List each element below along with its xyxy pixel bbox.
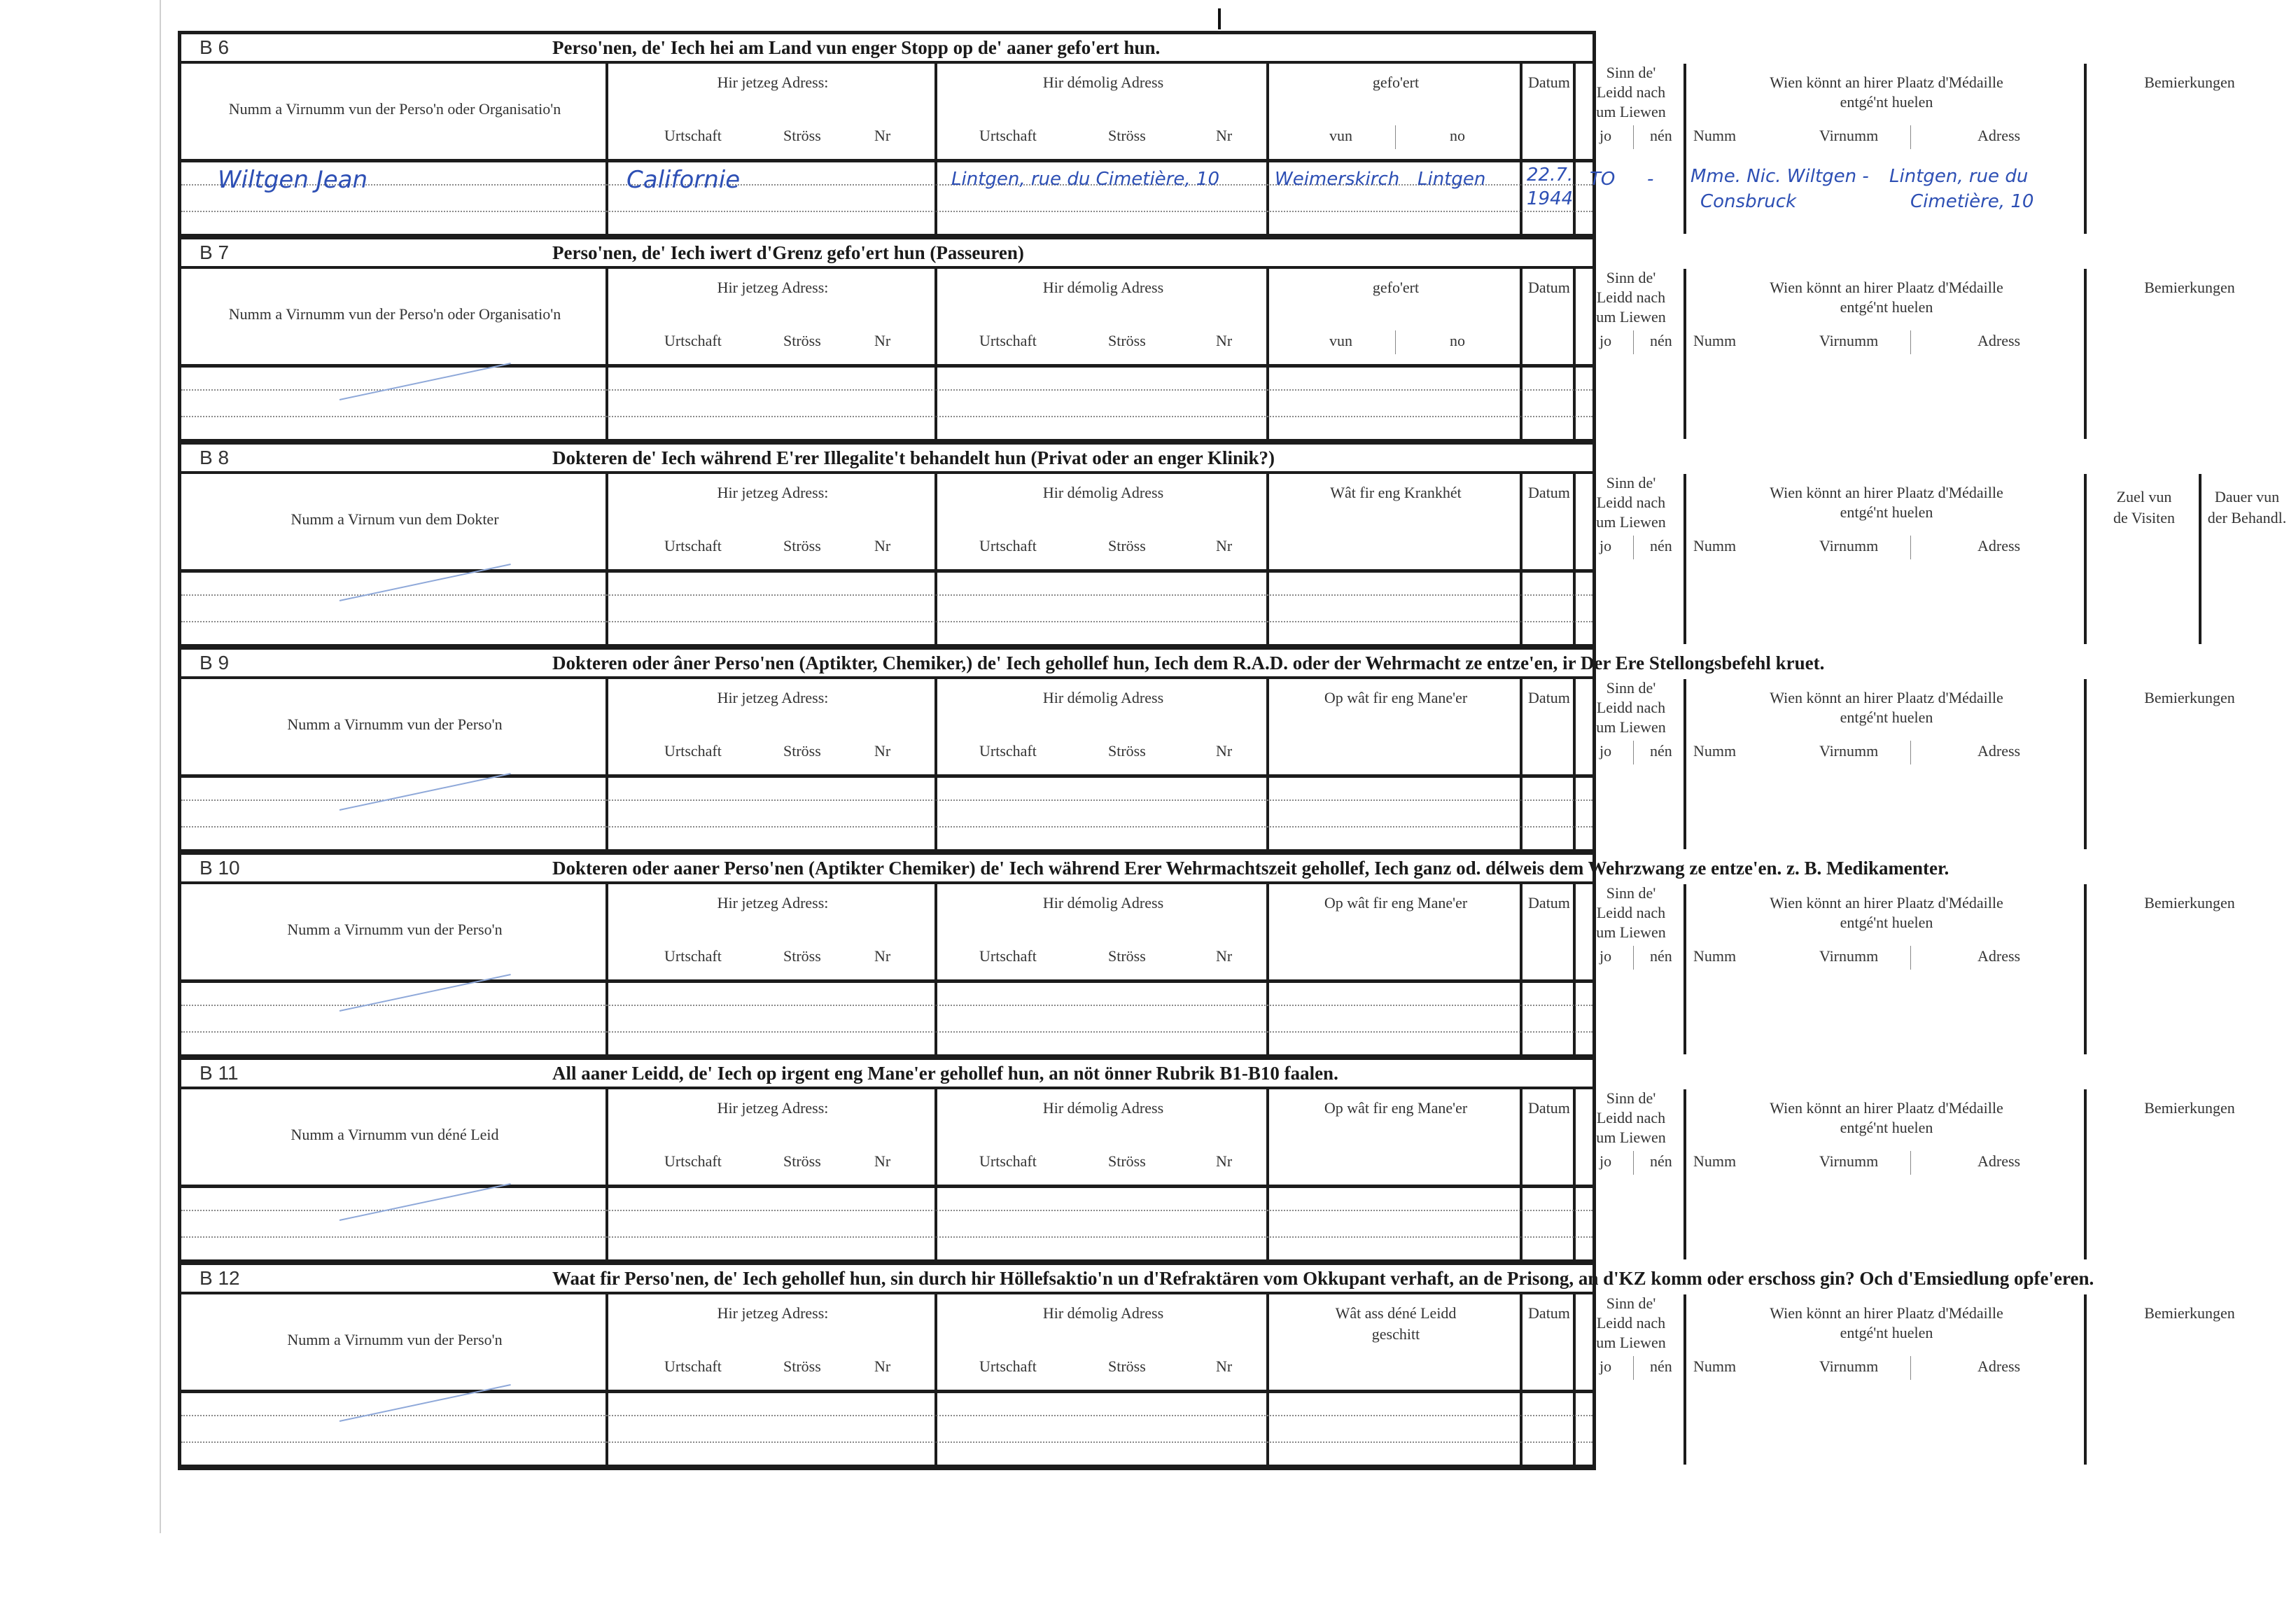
date-header: Datum [1528,1099,1570,1117]
sub-divider [1633,946,1634,970]
sub-no: no [1450,332,1465,349]
sub-urtschaft: Urtschaft [664,1152,722,1170]
sub-jo: jo [1600,537,1612,554]
scan-edge [160,0,161,1533]
section-b12 [181,1265,2235,1470]
sub-adress: Adress [1977,127,2021,144]
handwritten-recipient-address-2: Cimetière, 10 [1910,191,2034,212]
alive-header: Sinn de' [1606,679,1656,697]
sub-divider [1910,125,1911,149]
column-1 [181,269,608,439]
sub-urtschaft: Urtschaft [664,332,722,349]
writing-line [181,1236,1592,1238]
current-address-header: Hir jetzeg Adress: [717,484,829,501]
recipient-header: Wien könnt an hirer Plaatz d'Médaille [1770,484,2003,501]
sub-divider [1633,1356,1634,1380]
column-name-header: Numm a Virnumm vun déné Leid [290,1126,499,1143]
sub-adress: Adress [1977,332,2021,349]
recipient-header: entgé'nt huelen [1840,914,1933,931]
section-header [181,1060,1592,1089]
duration-header: Dauer vun [2214,488,2280,505]
handwritten-former-address: Lintgen, rue du Cimetière, 10 [951,169,1219,190]
visits-header: Zuel vun [2116,488,2172,505]
sub-divider [1633,536,1634,559]
sub-divider [1910,741,1911,764]
column-name-header: Numm a Virnumm vun der Perso'n [287,921,503,938]
alive-header: Sinn de' [1606,269,1656,286]
sub-numm: Numm [1693,332,1737,349]
section-title: Perso'nen, de' Iech hei am Land vun enger Stopp op de' aaner gefo'ert hun. [552,37,1161,58]
former-address-header: Hir démolig Adress [1042,1304,1164,1322]
alive-header: um Liewen [1596,103,1666,120]
recipient-header: entgé'nt huelen [1840,503,1933,521]
column-name-header: Numm a Virnum vun dem Dokter [290,510,499,528]
questionnaire-form [178,31,2287,1470]
sub-virnumm: Virnumm [1819,947,1879,965]
sub-stross: Ströss [1108,127,1146,144]
handwritten-date-year: 1944 [1527,188,1574,209]
sub-nen: nén [1650,332,1672,349]
alive-header: Sinn de' [1606,1294,1656,1312]
sub-divider [1910,1151,1911,1175]
section-title: Perso'nen, de' Iech iwert d'Grenz gefo'ert hun (Passeuren) [552,242,1024,263]
sub-divider [1395,125,1396,149]
date-header: Datum [1528,74,1570,91]
sub-urtschaft: Urtschaft [664,537,722,554]
section-table [181,1089,2235,1259]
column-1 [181,474,608,644]
sub-vun: vun [1329,332,1352,349]
section-code: B 8 [200,447,230,468]
section-header [181,855,1949,884]
recipient-header: entgé'nt huelen [1840,93,1933,111]
recipient-header: Wien könnt an hirer Plaatz d'Médaille [1770,74,2003,91]
sub-divider [1633,741,1634,764]
sub-virnumm: Virnumm [1819,127,1879,144]
current-address-header: Hir jetzeg Adress: [717,1304,829,1322]
writing-line [181,211,1592,212]
current-address-header: Hir jetzeg Adress: [717,279,829,296]
sub-divider [1910,946,1911,970]
sub-stross: Ströss [783,742,821,760]
alive-header: um Liewen [1596,718,1666,736]
sub-jo: jo [1600,947,1612,965]
handwritten-date: 22.7. [1527,165,1574,186]
former-address-header: Hir démolig Adress [1042,1099,1164,1117]
sub-nr: Nr [1216,947,1233,965]
writing-line [181,799,1592,801]
section-b11 [181,1060,2235,1265]
activity-header: Op wât fir eng Mane'er [1324,894,1468,912]
sub-numm: Numm [1693,1152,1737,1170]
sub-jo: jo [1600,127,1612,144]
column-name-header: Numm a Virnumm vun der Perso'n [287,715,503,733]
sub-nen: nén [1650,947,1672,965]
section-table [181,64,2235,234]
alive-header: Leidd nach [1596,1109,1666,1126]
sub-urtschaft: Urtschaft [979,947,1037,965]
sub-jo: jo [1600,1152,1612,1170]
column-name-header: Numm a Virnumm vun der Perso'n oder Organisatio'n [228,305,561,323]
sub-nr: Nr [874,1152,891,1170]
alive-header: um Liewen [1596,308,1666,326]
writing-line [181,1005,1592,1006]
writing-line [181,594,1592,596]
section-b6 [181,34,2235,239]
recipient-header: entgé'nt huelen [1840,1119,1933,1136]
former-address-header: Hir démolig Adress [1042,689,1164,706]
sub-urtschaft: Urtschaft [664,742,722,760]
section-title: Waat fir Perso'nen, de' Iech gehollef hun, sin durch hir Höllefsaktio'n un d'Refraktären vom Okkupant verhaft, an de Prisong, an d'KZ komm oder erschoss gin? Och d'Emsiedlung opfe'eren. [552,1268,2094,1289]
sub-nr: Nr [1216,742,1233,760]
sub-vun: vun [1329,127,1352,144]
duration-header: der Behandl. [2207,509,2287,526]
sub-divider [1395,330,1396,354]
recipient-header: entgé'nt huelen [1840,1324,1933,1341]
column-1 [181,679,608,849]
sub-virnumm: Virnumm [1819,537,1879,554]
sub-nr: Nr [874,947,891,965]
sub-nr: Nr [1216,537,1233,554]
section-code: B 10 [200,857,240,879]
section-b8 [181,445,2287,650]
handwritten-current-address: Californie [626,166,741,194]
recipient-header: Wien könnt an hirer Plaatz d'Médaille [1770,1304,2003,1322]
current-address-header: Hir jetzeg Adress: [717,894,829,912]
section-header [181,445,1592,474]
alive-header: um Liewen [1596,1129,1666,1146]
sub-stross: Ströss [783,537,821,554]
recipient-header: entgé'nt huelen [1840,708,1933,726]
date-header: Datum [1528,279,1570,296]
sub-nen: nén [1650,742,1672,760]
sub-virnumm: Virnumm [1819,1152,1879,1170]
sub-urtschaft: Urtschaft [979,537,1037,554]
section-header [181,239,1592,269]
sub-stross: Ströss [1108,332,1146,349]
sub-divider [1910,330,1911,354]
sub-urtschaft: Urtschaft [979,332,1037,349]
fold-mark [1218,8,1221,29]
sub-jo: jo [1600,332,1612,349]
handwritten-to: Lintgen [1418,169,1486,190]
section-code: B 6 [200,36,230,58]
activity-header: Wât fir eng Krankhét [1330,484,1462,501]
section-b9 [181,650,2235,855]
sub-no: no [1450,127,1465,144]
sub-urtschaft: Urtschaft [664,1357,722,1375]
sub-virnumm: Virnumm [1819,1357,1879,1375]
section-code: B 9 [200,652,230,673]
sub-numm: Numm [1693,1357,1737,1375]
alive-header: Sinn de' [1606,64,1656,81]
sub-nr: Nr [874,127,891,144]
recipient-header: Wien könnt an hirer Plaatz d'Médaille [1770,689,2003,706]
column-1 [181,884,608,1054]
sub-stross: Ströss [783,1152,821,1170]
sub-numm: Numm [1693,947,1737,965]
alive-header: Leidd nach [1596,83,1666,101]
section-table [181,474,2287,644]
sub-nen: nén [1650,537,1672,554]
handwritten-alive-yes: TO [1590,169,1616,190]
sub-divider [1633,330,1634,354]
sub-virnumm: Virnumm [1819,332,1879,349]
sub-adress: Adress [1977,1152,2021,1170]
column-1 [181,64,608,234]
writing-line [181,826,1592,828]
section-title: All aaner Leidd, de' Iech op irgent eng Mane'er gehollef hun, an nöt önner Rubrik B1-B10 faalen. [552,1063,1338,1084]
sub-urtschaft: Urtschaft [979,1357,1037,1375]
sub-adress: Adress [1977,537,2021,554]
alive-header: Sinn de' [1606,474,1656,491]
section-header [181,1265,2094,1294]
sub-nen: nén [1650,1152,1672,1170]
recipient-header: Wien könnt an hirer Plaatz d'Médaille [1770,894,2003,912]
sub-urtschaft: Urtschaft [979,127,1037,144]
section-code: B 12 [200,1267,240,1289]
recipient-header: Wien könnt an hirer Plaatz d'Médaille [1770,279,2003,296]
former-address-header: Hir démolig Adress [1042,279,1164,296]
sub-urtschaft: Urtschaft [664,947,722,965]
date-header: Datum [1528,1304,1570,1322]
former-address-header: Hir démolig Adress [1042,484,1164,501]
writing-line [181,389,1592,391]
sub-nr: Nr [1216,332,1233,349]
sub-adress: Adress [1977,947,2021,965]
handwritten-from: Weimerskirch [1275,169,1400,190]
visits-header: de Visiten [2113,509,2176,526]
section-header [181,34,1592,64]
sub-numm: Numm [1693,742,1737,760]
alive-header: um Liewen [1596,1334,1666,1351]
recipient-header: Wien könnt an hirer Plaatz d'Médaille [1770,1099,2003,1117]
handwritten-recipient-name: Mme. Nic. Wiltgen - [1690,166,1869,187]
current-address-header: Hir jetzeg Adress: [717,74,829,91]
remarks-header: Bemierkungen [2144,689,2235,706]
alive-header: um Liewen [1596,923,1666,941]
former-address-header: Hir démolig Adress [1042,894,1164,912]
alive-header: Sinn de' [1606,884,1656,902]
handwritten-name: Wiltgen Jean [218,166,368,194]
sub-nr: Nr [874,332,891,349]
sub-stross: Ströss [783,332,821,349]
recipient-header: entgé'nt huelen [1840,298,1933,316]
remarks-header: Bemierkungen [2144,279,2235,296]
alive-header: Leidd nach [1596,288,1666,306]
activity-header: gefo'ert [1372,279,1420,296]
alive-header: Sinn de' [1606,1089,1656,1107]
sub-divider [1910,536,1911,559]
sub-nr: Nr [1216,127,1233,144]
activity-header: gefo'ert [1372,74,1420,91]
sub-nen: nén [1650,1357,1672,1375]
remarks-header: Bemierkungen [2144,894,2235,912]
alive-header: Leidd nach [1596,699,1666,716]
alive-header: Leidd nach [1596,1314,1666,1332]
activity-header: geschitt [1371,1325,1420,1343]
current-address-header: Hir jetzeg Adress: [717,689,829,706]
date-header: Datum [1528,894,1570,912]
section-table [181,1294,2235,1465]
sub-stross: Ströss [783,1357,821,1375]
sub-urtschaft: Urtschaft [664,127,722,144]
sub-adress: Adress [1977,742,2021,760]
writing-line [181,1415,1592,1416]
alive-header: um Liewen [1596,513,1666,531]
column-1 [181,1294,608,1465]
sub-jo: jo [1600,742,1612,760]
sub-jo: jo [1600,1357,1612,1375]
section-header [181,650,1825,679]
writing-line [181,1441,1592,1443]
writing-line [181,1031,1592,1033]
section-title: Dokteren oder aaner Perso'nen (Aptikter Chemiker) de' Iech während Erer Wehrmachtszeit gehollef, Iech ganz od. délweis dem Wehrzwang ze entze'en. z. B. Medikamenter. [552,858,1949,879]
remarks-header: Bemierkungen [2144,74,2235,91]
column-1 [181,1089,608,1259]
section-code: B 7 [200,242,230,263]
activity-header: Op wât fir eng Mane'er [1324,689,1468,706]
sub-nr: Nr [1216,1357,1233,1375]
sub-divider [1910,1356,1911,1380]
section-table [181,679,2235,849]
sub-nr: Nr [874,537,891,554]
section-title: Dokteren oder âner Perso'nen (Aptikter, Chemiker,) de' Iech gehollef hun, Iech dem R.A.D. oder der Wehrmacht ze entze'en, ir Der Ere Stellongsbefehl kruet. [552,652,1825,673]
sub-stross: Ströss [783,127,821,144]
sub-stross: Ströss [1108,537,1146,554]
sub-nr: Nr [874,742,891,760]
sub-nr: Nr [1216,1152,1233,1170]
section-table [181,269,2235,439]
handwritten-alive-no: - [1647,169,1654,190]
sub-urtschaft: Urtschaft [979,742,1037,760]
date-header: Datum [1528,484,1570,501]
activity-header: Wât ass déné Leidd [1335,1304,1457,1322]
sub-adress: Adress [1977,1357,2021,1375]
sub-nr: Nr [874,1357,891,1375]
sub-numm: Numm [1693,537,1737,554]
alive-header: Leidd nach [1596,494,1666,511]
date-header: Datum [1528,689,1570,706]
column-name-header: Numm a Virnumm vun der Perso'n [287,1331,503,1348]
sub-divider [1633,1151,1634,1175]
handwritten-recipient-address: Lintgen, rue du [1889,166,2029,187]
writing-line [181,621,1592,622]
writing-line [181,416,1592,417]
section-table [181,884,2235,1054]
sub-stross: Ströss [1108,947,1146,965]
current-address-header: Hir jetzeg Adress: [717,1099,829,1117]
alive-header: Leidd nach [1596,904,1666,921]
handwritten-recipient-name-2: Consbruck [1700,191,1797,212]
sub-stross: Ströss [1108,1152,1146,1170]
sub-stross: Ströss [1108,1357,1146,1375]
sub-nen: nén [1650,127,1672,144]
sub-urtschaft: Urtschaft [979,1152,1037,1170]
sub-stross: Ströss [1108,742,1146,760]
column-name-header: Numm a Virnumm vun der Perso'n oder Organisatio'n [228,100,561,118]
section-title: Dokteren de' Iech während E'rer Illegalite't behandelt hun (Privat oder an enger Klinik?) [552,447,1275,468]
section-b10 [181,855,2235,1060]
sub-stross: Ströss [783,947,821,965]
activity-header: Op wât fir eng Mane'er [1324,1099,1468,1117]
sub-numm: Numm [1693,127,1737,144]
sub-virnumm: Virnumm [1819,742,1879,760]
former-address-header: Hir démolig Adress [1042,74,1164,91]
sub-divider [1633,125,1634,149]
section-code: B 11 [200,1062,239,1084]
remarks-header: Bemierkungen [2144,1099,2235,1117]
section-b7 [181,239,2235,445]
writing-line [181,1210,1592,1211]
remarks-header: Bemierkungen [2144,1304,2235,1322]
